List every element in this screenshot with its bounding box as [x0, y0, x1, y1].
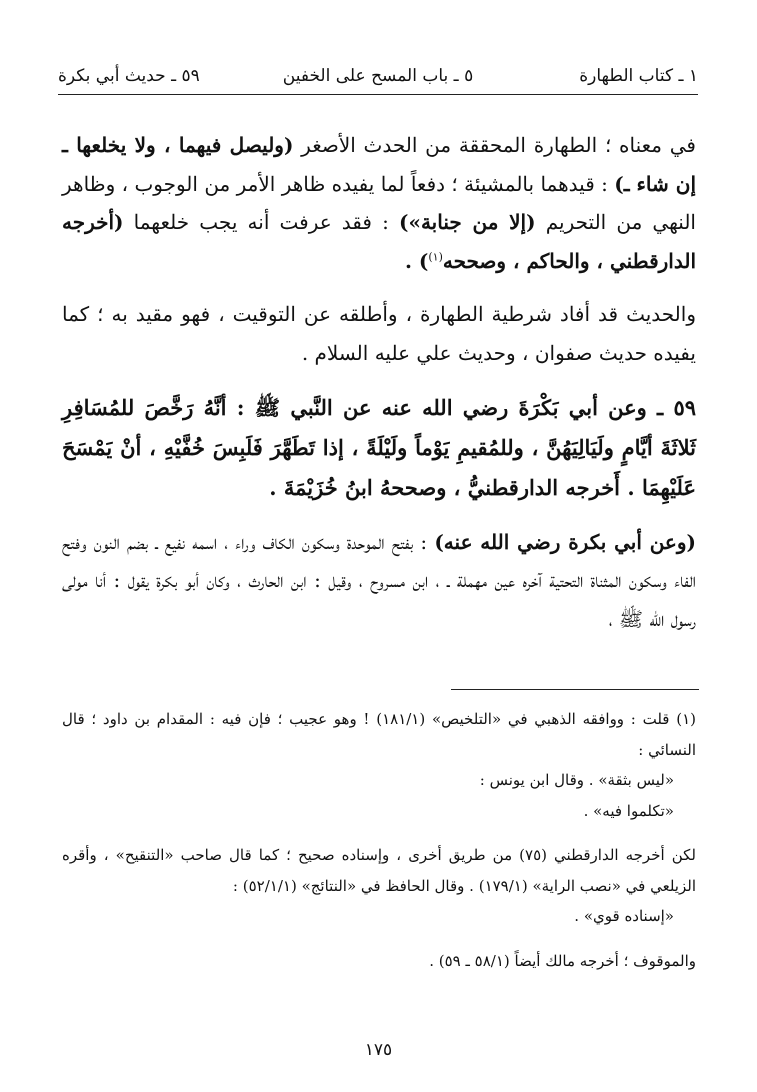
- quoted-text: (وليصل فيهما ، ولا يخلعها ـ إن شاء ـ): [62, 133, 697, 196]
- quoted-text: (وعن أبي بكرة رضي الله عنه): [434, 529, 696, 554]
- footnotes: [62, 704, 696, 976]
- running-header: [58, 60, 698, 95]
- footnote-marker: (١): [428, 250, 443, 264]
- main-text: [62, 126, 696, 638]
- footnote-quote: «ليس بثقة» . وقال ابن يونس :: [479, 771, 674, 789]
- quoted-text: (أخرجه الدارقطني ، والحاكم ، وصححه: [62, 210, 696, 273]
- footnote: والموقوف ؛ أخرجه مالك أيضاً (٥٨/١ ـ ٥٩) .: [429, 951, 696, 970]
- text-run: : بفتح الموحدة وسكون الكاف وراء ، اسمه نفيع ـ بضم النون وفتح الفاء وسكون المثناة التحتية آخره عين مهملة ـ ، ابن مسروح ، وقيل : ابن الحارث ، وكان أبو بكرة يقول : أنا مولى رسول الله ﷺ ،: [62, 529, 696, 631]
- text-run: في معناه ؛ الطهارة المحققة من الحدث الأصغر: [293, 133, 696, 157]
- text-run: : قيدهما بالمشيئة ؛ دفعاً لما يفيده ظاهر الأمر من الوجوب ، وظاهر النهي من التحريم: [62, 171, 696, 235]
- commentary-paragraph: والحديث قد أفاد شرطية الطهارة ، وأطلقه عن التوقيت ، فهو مقيد به ؛ كما يفيده حديث صفوان ، وحديث علي عليه السلام .: [62, 302, 696, 365]
- page-number: ١٧٥: [364, 1040, 393, 1060]
- footnote: (١) قلت : ووافقه الذهبي في «التلخيص» (١٨١/١) ! وهو عجيب ؛ فإن فيه : المقدام بن داود ؛ قال النسائي :: [62, 710, 696, 759]
- footnote-separator: [451, 689, 699, 690]
- footnote-quote: «إسناده قوي» .: [574, 907, 674, 925]
- quoted-text: (إلا من جنابة»): [398, 210, 536, 235]
- header-hadith-title: ٥٩ ـ حديث أبي بكرة: [58, 66, 200, 86]
- header-book-title: ١ ـ كتاب الطهارة: [579, 66, 698, 86]
- footnote-quote: «تكلموا فيه» .: [583, 801, 674, 820]
- hadith-text: ٥٩ ـ وعن أبي بَكْرَةَ رضي الله عنه عن النَّبي ﷺ : أنَّهُ رَخَّصَ للمُسَافِرِ ثَلاثَةَ أيَّامٍ ولَيَالِيَهُنَّ ، وللمُقيمِ يَوْماً ولَيْلَةً ، إذا تَطَهَّرَ فَلَبِسَ خُفَّيْهِ ، أنْ يَمْسَحَ عَلَيْهِمَا . أَخرجه الدارقطنيُّ ، وصححهُ ابنُ خُزَيْمَةَ .: [62, 394, 696, 500]
- commentary-paragraph: [62, 126, 696, 280]
- footnote: لكن أخرجه الدارقطني (٧٥) من طريق أخرى ، وإسناده صحيح ؛ كما قال صاحب «التنقيح» ، وأقره الزيلعي في «نصب الراية» (١٧٩/١) . وقال الحافظ في «النتائج» (٥٢/١/١) :: [62, 846, 696, 895]
- quoted-text: ) .: [404, 248, 429, 273]
- text-run: : فقد عرفت أنه يجب خلعهما: [123, 210, 399, 235]
- commentary-paragraph: [62, 523, 696, 639]
- header-chapter-title: ٥ ـ باب المسح على الخفين: [282, 66, 474, 86]
